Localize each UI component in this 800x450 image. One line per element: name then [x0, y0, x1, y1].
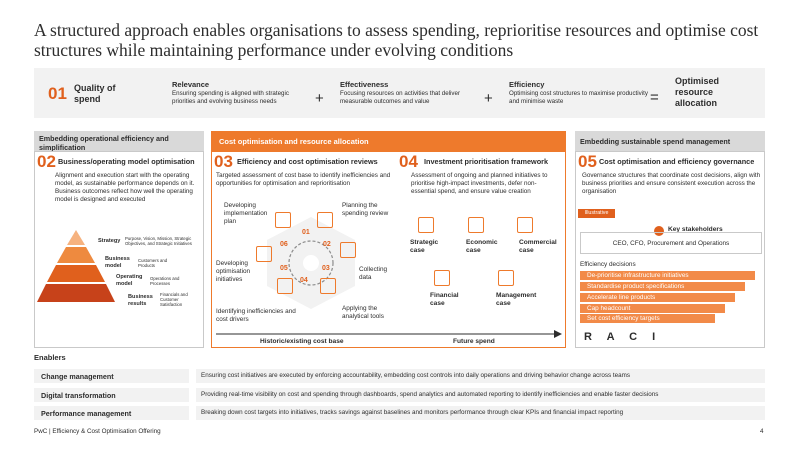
enabler-text-change: Ensuring cost initiatives are executed by enforcing accountability, embedding cost controls into daily operations and driving behavior change across teams	[196, 369, 765, 383]
governance-text: Governance structures that coordinate cost decisions, align with business priorities and ensure consistent execution across the organisation	[582, 172, 761, 195]
pyramid-label-strategy: Strategy	[98, 238, 121, 244]
commercial-case-label: Commercial case	[519, 239, 557, 254]
database-icon	[340, 242, 356, 258]
investment-number: 04	[399, 152, 418, 171]
strategic-case-label: Strategic case	[410, 239, 439, 254]
quality-label: Quality of spend	[74, 83, 116, 104]
footer-text: PwC | Efficiency & Cost Optimisation Offering	[34, 428, 161, 435]
cycle-step-04: 04	[300, 277, 308, 284]
relevance-title: Relevance	[172, 80, 210, 89]
cycle-label-identifying: Identifying inefficiencies and cost drivers	[216, 308, 296, 323]
decision-item: Cap headcount	[580, 304, 725, 313]
slide-title: A structured approach enables organisations to assess spending, reprioritise resources and optimise cost structures while maintaining performance under evolving conditions	[34, 20, 759, 60]
efficiency-decisions-title: Efficiency decisions	[580, 261, 636, 268]
decision-item: Set cost efficiency targets	[580, 314, 715, 323]
cycle-label-collecting: Collecting data	[359, 266, 388, 281]
efficiency-title: Efficiency	[509, 80, 545, 89]
strategic-case-icon	[418, 217, 434, 233]
optimised-resource-allocation: Optimised resource allocation	[675, 76, 720, 108]
enablers-title: Enablers	[34, 353, 66, 362]
pyramid-desc-strategy: Purpose, Vision, Mission, Strategic Objectives, and Strategic Initiatives	[125, 236, 192, 246]
pyramid-tier-business-model	[57, 247, 95, 263]
effectiveness-text: Focusing resources on activities that deliver measurable outcomes and value	[340, 90, 461, 105]
effectiveness-title: Effectiveness	[340, 80, 389, 89]
pyramid-tier-operating-model	[47, 265, 105, 282]
spending-review-icon	[317, 212, 333, 228]
pyramid-label-business-results: Business results	[128, 294, 153, 307]
cycle-label-planning: Planning the spending review	[342, 202, 389, 217]
left-column-header: Embedding operational efficiency and simplification	[34, 131, 204, 151]
left-column-text: Alignment and execution start with the operating model, as sustainable performance depends on it. Business outcomes reflect how well the operating model is designed and executed	[55, 172, 195, 203]
pyramid-tier-business-results	[37, 284, 115, 302]
governance-title: Cost optimisation and efficiency governance	[599, 157, 755, 166]
financial-case-icon	[434, 270, 450, 286]
left-column-number: 02	[37, 152, 56, 171]
cycle-label-applying: Applying the analytical tools	[342, 305, 384, 320]
stakeholders-list: CEO, CFO, Procurement and Operations	[612, 240, 730, 247]
pyramid-desc-business-results: Financials and Customer Satisfaction	[160, 292, 188, 307]
spending-review-cycle	[251, 213, 371, 313]
enabler-label-performance: Performance management	[34, 406, 189, 420]
reviews-number: 03	[214, 152, 233, 171]
management-case-icon	[498, 270, 514, 286]
cycle-step-01: 01	[302, 229, 310, 236]
decision-item: Accelerate line products	[580, 293, 735, 302]
pyramid-tier-strategy	[67, 230, 85, 245]
page-number: 4	[760, 428, 764, 435]
implementation-plan-icon	[275, 212, 291, 228]
enabler-text-performance: Breaking down cost targets into initiatives, tracks savings against baselines and monitors performance through clear KPIs and financial impact reporting	[196, 406, 765, 420]
enabler-text-digital: Providing real-time visibility on cost and spending through dashboards, spend analytics and automated reporting to identify inefficiencies and enable faster decisions	[196, 388, 765, 402]
middle-column-header: Cost optimisation and resource allocation	[211, 131, 566, 151]
pyramid-desc-operating-model: Operations and Processes	[150, 276, 180, 286]
decision-item: Standardise product specifications	[580, 282, 745, 291]
economic-case-icon	[468, 217, 484, 233]
reviews-text: Targeted assessment of cost base to identify inefficiencies and opportunities for optimisation and reprioritisation	[216, 172, 391, 187]
future-spend-label: Future spend	[453, 338, 495, 345]
pyramid-label-business-model: Business model	[105, 256, 130, 269]
quality-number: 01	[48, 84, 67, 103]
illustrative-badge: Illustrative	[578, 209, 615, 218]
equals-operator: =	[650, 89, 659, 106]
cycle-center	[303, 255, 319, 271]
raci-label: R A C I	[584, 331, 662, 343]
inefficiency-search-icon	[277, 278, 293, 294]
cycle-label-implementation: Developing implementation plan	[224, 202, 268, 225]
historic-cost-label: Historic/existing cost base	[260, 338, 344, 345]
right-column-header: Embedding sustainable spend management	[575, 131, 765, 151]
efficiency-text: Optimising cost structures to maximise productivity and minimise waste	[509, 90, 648, 105]
pyramid-label-operating-model: Operating model	[116, 274, 143, 287]
plus-operator-1: +	[315, 90, 324, 107]
investment-text: Assessment of ongoing and planned initiatives to prioritise high-impact investments, defer non-essential spend, and ensure value creation	[411, 172, 548, 195]
cycle-step-05: 05	[280, 265, 288, 272]
economic-case-label: Economic case	[466, 239, 498, 254]
investment-title: Investment prioritisation framework	[424, 157, 549, 166]
cost-base-arrow	[216, 330, 562, 338]
plus-operator-2: +	[484, 90, 493, 107]
cycle-label-optimisation: Developing optimisation initiatives	[216, 260, 251, 283]
decision-item: De-prioritise infrastructure initiatives	[580, 271, 755, 280]
governance-number: 05	[578, 152, 597, 171]
enabler-label-change: Change management	[34, 369, 189, 383]
analytical-tools-icon	[320, 278, 336, 294]
pyramid-desc-business-model: Customers and Products	[138, 258, 168, 268]
key-stakeholders-title: Key stakeholders	[668, 226, 723, 233]
reviews-title: Efficiency and cost optimisation reviews	[237, 157, 378, 166]
cycle-step-02: 02	[323, 241, 331, 248]
cycle-step-06: 06	[280, 241, 288, 248]
financial-case-label: Financial case	[430, 292, 459, 307]
cycle-step-03: 03	[322, 265, 330, 272]
management-case-label: Management case	[496, 292, 537, 307]
left-column-title: Business/operating model optimisation	[58, 157, 195, 166]
relevance-text: Ensuring spending is aligned with strategic priorities and evolving business needs	[172, 90, 289, 105]
enabler-label-digital: Digital transformation	[34, 388, 189, 402]
commercial-case-icon	[517, 217, 533, 233]
